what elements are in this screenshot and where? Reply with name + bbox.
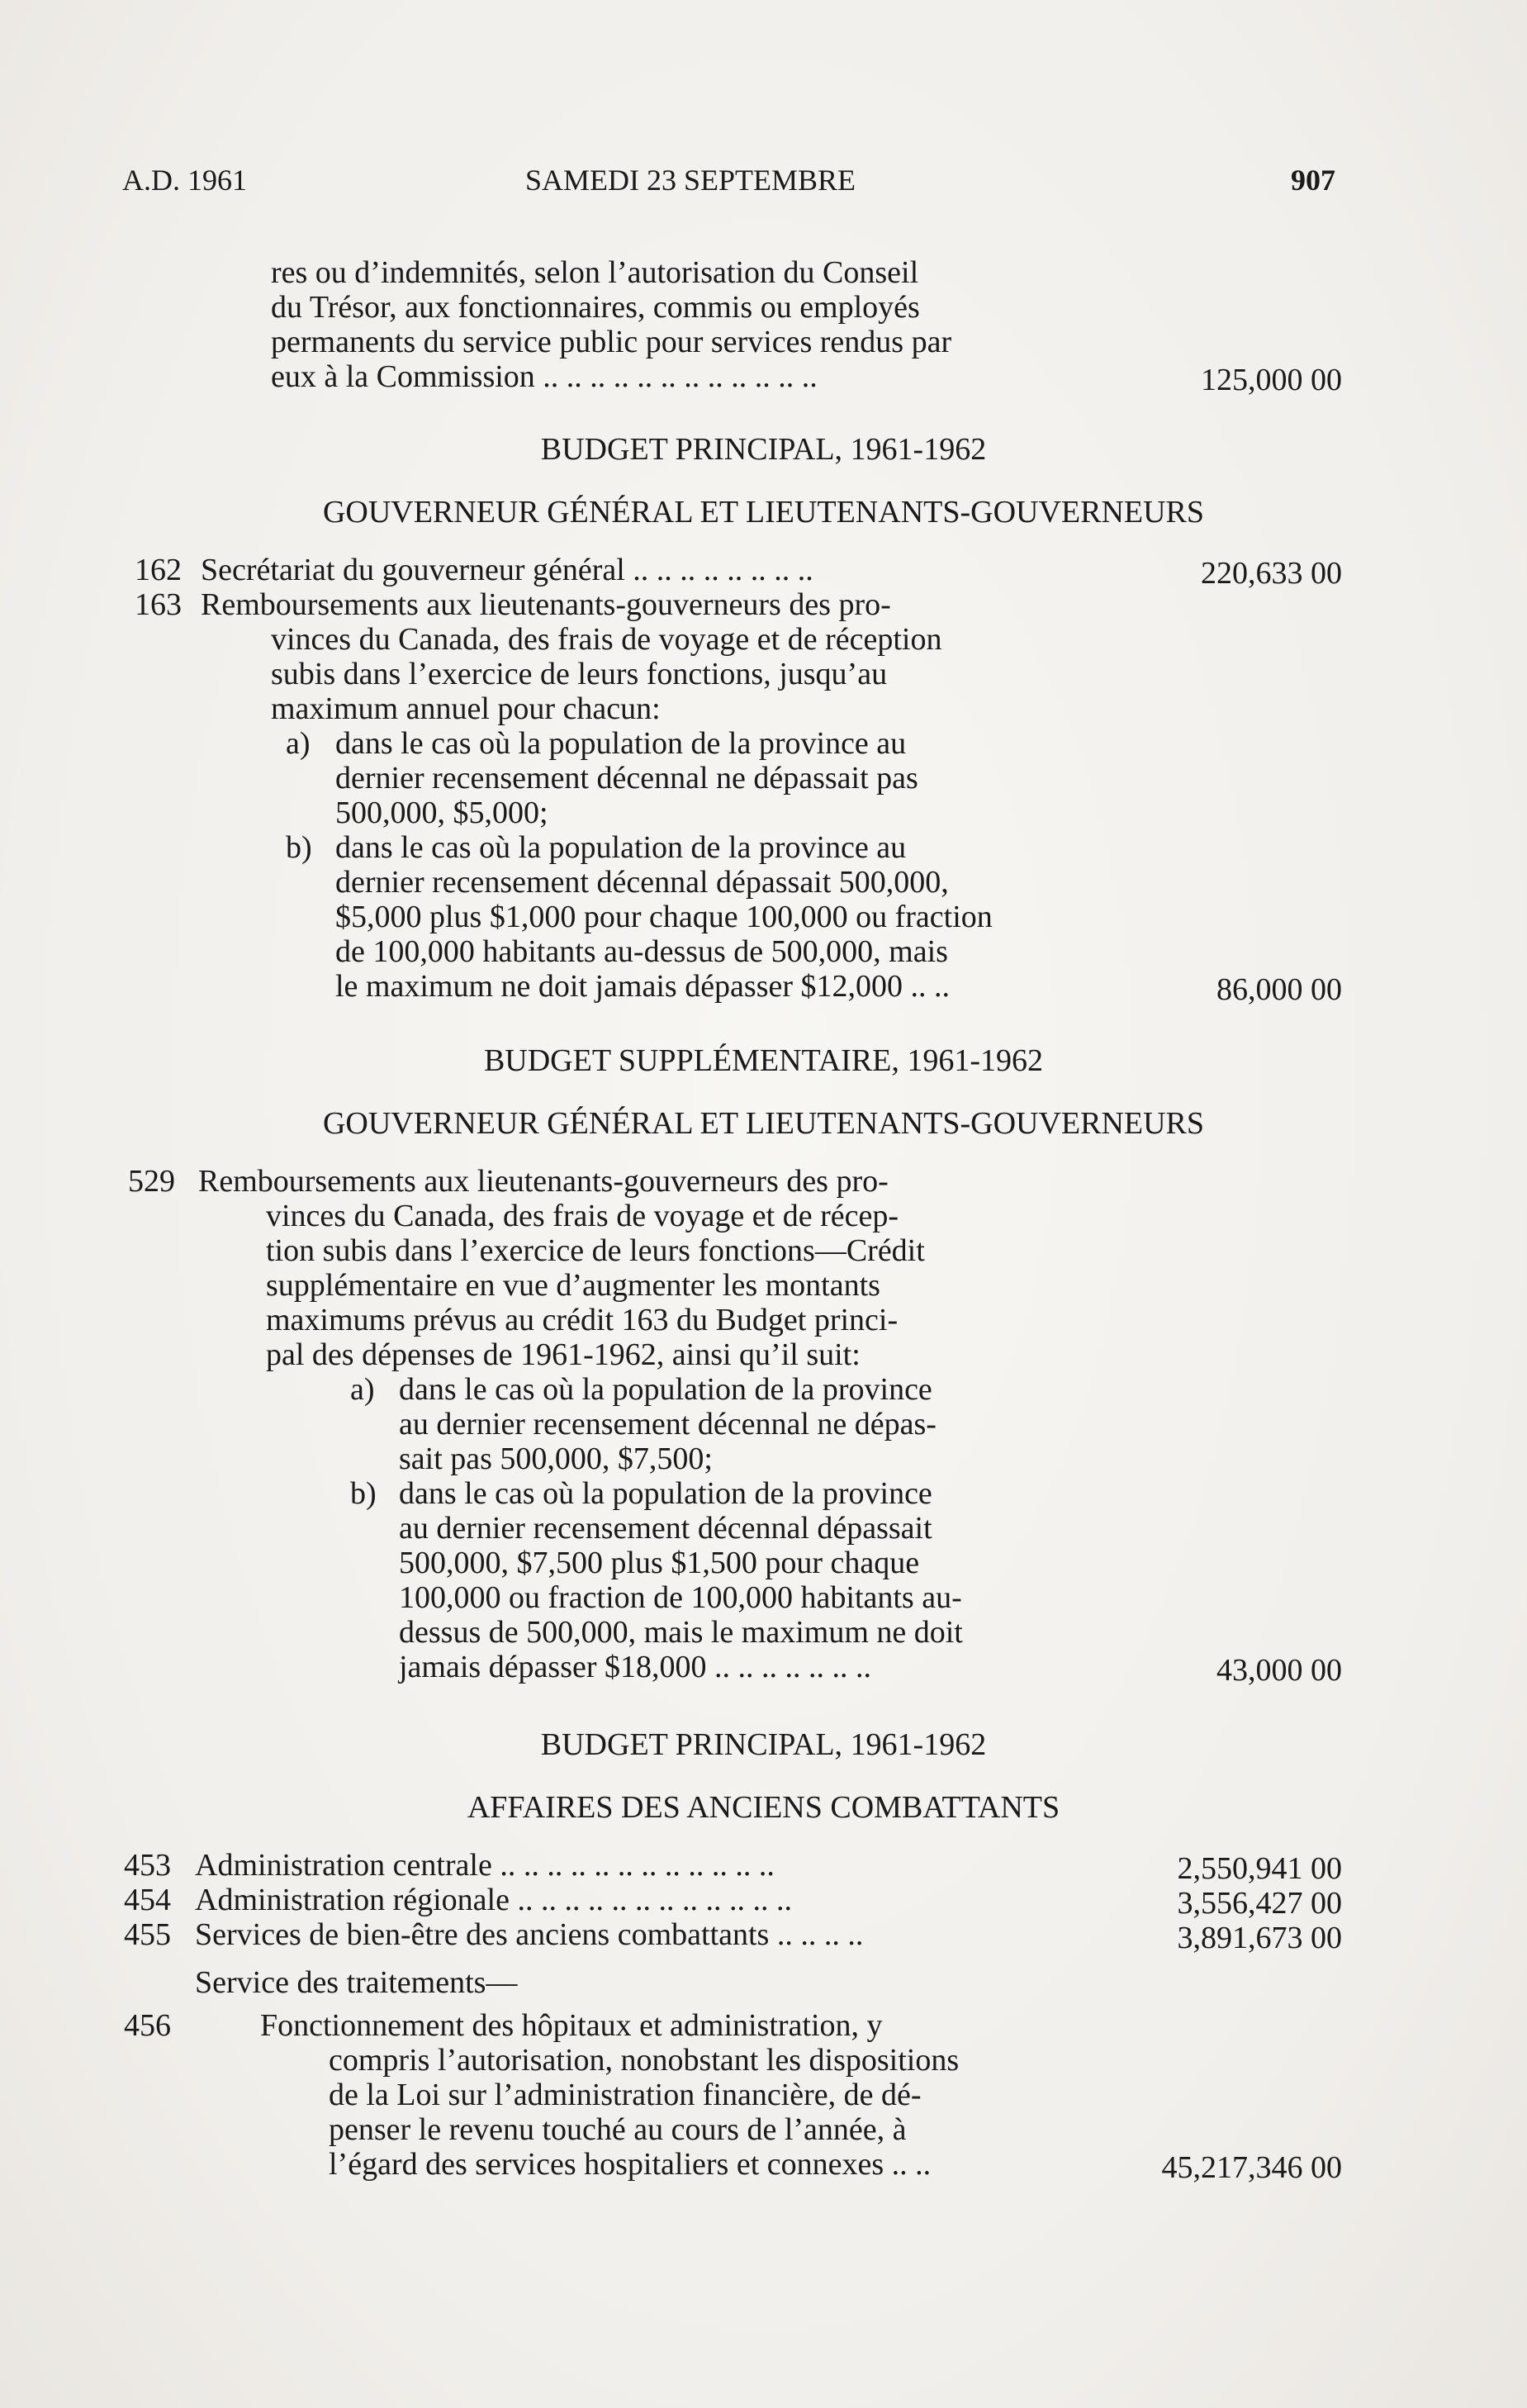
item-529-line-3: tion subis dans l’exercice de leurs fonctions—Crédit — [266, 1233, 925, 1268]
item-456-line-3: de la Loi sur l’administration financière, de dé- — [329, 2078, 922, 2112]
page-number: 907 — [1291, 164, 1335, 197]
item-456-amount: 45,217,346 00 — [1161, 2150, 1342, 2185]
item-163-line-3: subis dans l’exercice de leurs fonctions, jusqu’au — [271, 657, 888, 691]
section1-budget-heading: BUDGET PRINCIPAL, 1961-1962 — [540, 432, 987, 467]
item-454-text: Administration régionale .. .. .. .. .. .. .. .. .. .. .. .. — [195, 1883, 792, 1917]
item-163-line-4: maximum annuel pour chacun: — [271, 691, 661, 726]
item-455-text: Services de bien-être des anciens combattants .. .. .. .. — [195, 1917, 864, 1952]
intro-amount: 125,000 00 — [1201, 363, 1342, 397]
item-529-b-line-1: dans le cas où la population de la province — [399, 1476, 932, 1511]
intro-line-2: du Trésor, aux fonctionnaires, commis ou employés — [271, 290, 920, 325]
item-163-b-line-4: de 100,000 habitants au-dessus de 500,000, mais — [335, 934, 948, 969]
item-162-amount: 220,633 00 — [1201, 556, 1342, 591]
item-455-amount: 3,891,673 00 — [1177, 1921, 1342, 1955]
item-529-a-marker: a) — [350, 1372, 375, 1407]
item-163-b-line-3: $5,000 plus $1,000 pour chaque 100,000 ou fraction — [335, 900, 993, 934]
item-529-a-line-3: sait pas 500,000, $7,500; — [399, 1441, 713, 1476]
item-162-text: Secrétariat du gouverneur général .. .. .. .. .. .. .. .. — [201, 553, 813, 587]
section2-budget-heading: BUDGET SUPPLÉMENTAIRE, 1961-1962 — [483, 1043, 1044, 1078]
item-163-b-line-5: le maximum ne doit jamais dépasser $12,000 .. .. — [335, 969, 951, 1004]
item-163-number: 163 — [135, 587, 182, 622]
item-163-a-marker: a) — [286, 726, 311, 761]
item-529-line-4: supplémentaire en vue d’augmenter les montants — [266, 1268, 880, 1303]
item-163-amount: 86,000 00 — [1216, 972, 1342, 1007]
item-163-line-2: vinces du Canada, des frais de voyage et de réception — [271, 622, 942, 657]
item-163-b-line-2: dernier recensement décennal dépassait 500,000, — [335, 865, 949, 900]
section3-department-heading: AFFAIRES DES ANCIENS COMBATTANTS — [467, 1790, 1060, 1825]
header-date: SAMEDI 23 SEPTEMBRE — [525, 164, 856, 197]
item-529-line-5: maximums prévus au crédit 163 du Budget princi- — [266, 1303, 899, 1337]
item-529-line-6: pal des dépenses de 1961-1962, ainsi qu’il suit: — [266, 1337, 861, 1372]
intro-line-4: eux à la Commission .. .. .. .. .. .. .. .. .. .. .. .. — [271, 359, 818, 394]
item-529-b-marker: b) — [350, 1476, 377, 1511]
item-529-b-line-6: jamais dépasser $18,000 .. .. .. .. .. .. .. — [399, 1650, 872, 1684]
item-453-text: Administration centrale .. .. .. .. .. .. .. .. .. .. .. .. — [195, 1848, 775, 1883]
section2-department-heading: GOUVERNEUR GÉNÉRAL ET LIEUTENANTS-GOUVERNEURS — [322, 1106, 1205, 1141]
item-453-amount: 2,550,941 00 — [1177, 1851, 1342, 1886]
item-529-b-line-4: 100,000 ou fraction de 100,000 habitants au- — [399, 1580, 962, 1615]
item-163-a-line-3: 500,000, $5,000; — [335, 796, 548, 830]
item-163-a-line-1: dans le cas où la population de la province au — [335, 726, 907, 761]
item-456-line-2: compris l’autorisation, nonobstant les dispositions — [329, 2043, 960, 2078]
item-529-number: 529 — [128, 1164, 175, 1199]
section3-subheading: Service des traitements— — [195, 1965, 518, 2000]
item-456-line-4: penser le revenu touché au cours de l’année, à — [329, 2112, 907, 2147]
item-529-a-line-1: dans le cas où la population de la province — [399, 1372, 932, 1407]
item-456-number: 456 — [124, 2008, 171, 2043]
item-529-line-1: Remboursements aux lieutenants-gouverneurs des pro- — [198, 1164, 889, 1199]
item-456-line-1: Fonctionnement des hôpitaux et administration, y — [260, 2008, 883, 2043]
section1-department-heading: GOUVERNEUR GÉNÉRAL ET LIEUTENANTS-GOUVERNEURS — [322, 495, 1205, 530]
item-163-a-line-2: dernier recensement décennal ne dépassait pas — [335, 761, 918, 796]
item-529-b-line-2: au dernier recensement décennal dépassait — [399, 1511, 932, 1546]
intro-line-3: permanents du service public pour services rendus par — [271, 325, 952, 359]
item-454-number: 454 — [124, 1883, 171, 1917]
item-163-b-line-1: dans le cas où la population de la province au — [335, 830, 907, 865]
item-453-number: 453 — [124, 1848, 171, 1883]
section3-budget-heading: BUDGET PRINCIPAL, 1961-1962 — [540, 1727, 987, 1762]
header-year: A.D. 1961 — [122, 164, 247, 197]
item-529-a-line-2: au dernier recensement décennal ne dépas- — [399, 1407, 937, 1441]
item-162-number: 162 — [135, 553, 182, 587]
item-529-b-line-5: dessus de 500,000, mais le maximum ne doit — [399, 1615, 963, 1650]
item-163-line-1: Remboursements aux lieutenants-gouverneurs des pro- — [201, 587, 891, 622]
intro-line-1: res ou d’indemnités, selon l’autorisation du Conseil — [271, 255, 919, 290]
item-455-number: 455 — [124, 1917, 171, 1952]
item-529-b-line-3: 500,000, $7,500 plus $1,500 pour chaque — [399, 1546, 920, 1580]
item-163-b-marker: b) — [286, 830, 312, 865]
item-529-line-2: vinces du Canada, des frais de voyage et de récep- — [266, 1199, 899, 1233]
item-454-amount: 3,556,427 00 — [1177, 1886, 1342, 1921]
item-456-line-5: l’égard des services hospitaliers et connexes .. .. — [329, 2147, 932, 2182]
item-529-amount: 43,000 00 — [1216, 1653, 1342, 1688]
